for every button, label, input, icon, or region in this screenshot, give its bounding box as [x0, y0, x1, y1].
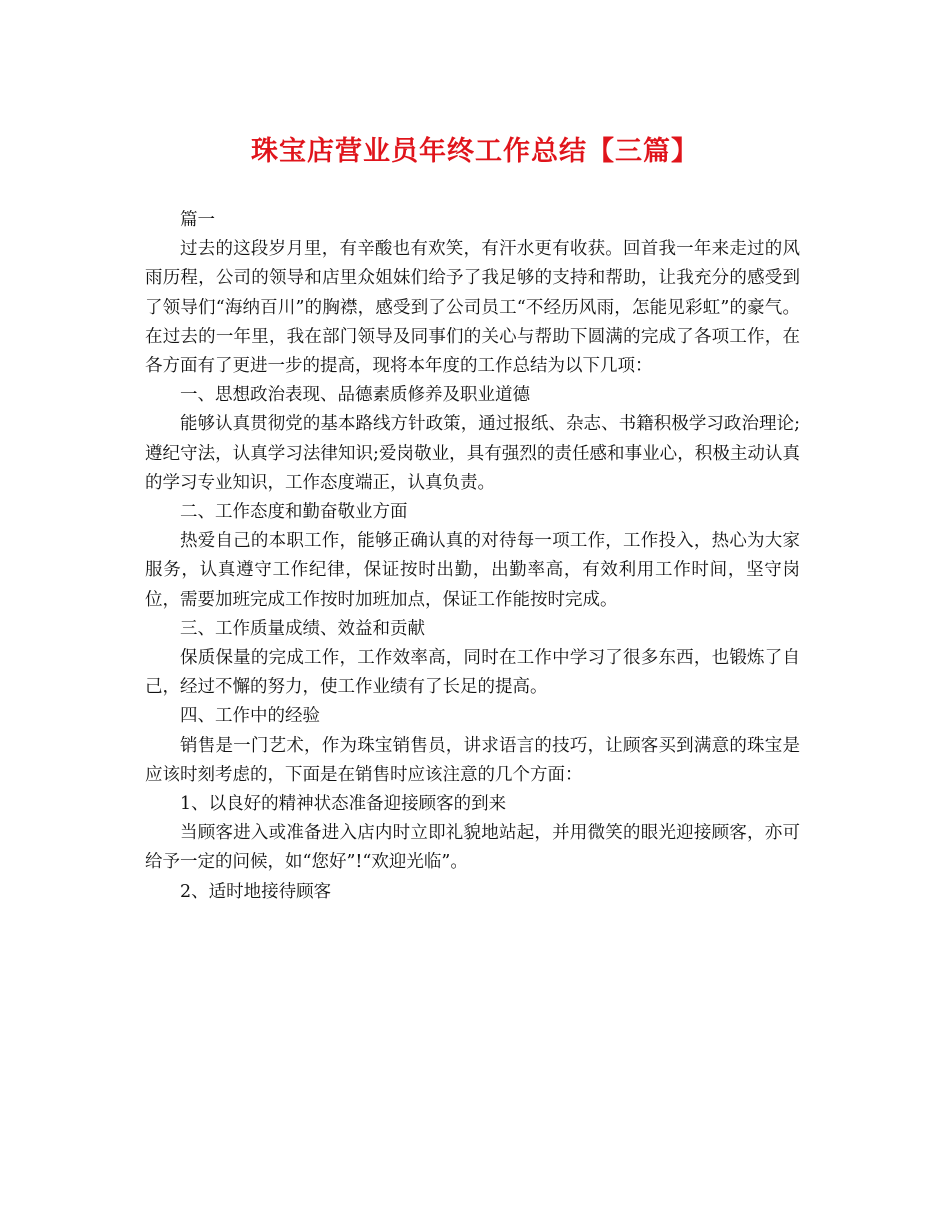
section-heading-1: 一、思想政治表现、品德素质修养及职业道德 [180, 385, 530, 406]
intro-paragraph: 过去的这段岁月里，有辛酸也有欢笑，有汗水更有收获。回首我一年来走过的风雨历程，公司的领导和店里众姐妹们给予了我足够的支持和帮助，让我充分的感受到了领导们“海纳百川”的胸襟，感受到了公司员工“不经历风雨，怎能见彩虹”的豪气。在过去的一年里，我在部门领导及同事们的关心与帮助下圆满的完成了各项工作，在各方面有了更进一步的提高，现将本年度的工作总结为以下几项： [145, 239, 800, 377]
section-heading-3: 三、工作质量成绩、效益和贡献 [180, 618, 425, 639]
section-heading-4: 四、工作中的经验 [180, 706, 320, 727]
body-paragraph: 能够认真贯彻党的基本路线方针政策，通过报纸、杂志、书籍积极学习政治理论;遵纪守法，认真学习法律知识;爱岗敬业，具有强烈的责任感和事业心，积极主动认真的学习专业知识，工作态度端正，认真负责。 [145, 414, 800, 493]
body-paragraph: 保质保量的完成工作，工作效率高，同时在工作中学习了很多东西，也锻炼了自己，经过不懈的努力，使工作业绩有了长足的提高。 [145, 648, 800, 698]
body-paragraph: 热爱自己的本职工作，能够正确认真的对待每一项工作，工作投入，热心为大家服务，认真遵守工作纪律，保证按时出勤，出勤率高，有效利用工作时间，坚守岗位，需要加班完成工作按时加班加点，保证工作能按时完成。 [145, 531, 800, 610]
list-item-heading-1: 1、以良好的精神状态准备迎接顾客的到来 [180, 794, 507, 815]
body-paragraph: 当顾客进入或准备进入店内时立即礼貌地站起，并用微笑的眼光迎接顾客，亦可给予一定的问候，如“您好”!“欢迎光临”。 [145, 823, 800, 873]
body-paragraph: 销售是一门艺术，作为珠宝销售员，讲求语言的技巧，让顾客买到满意的珠宝是应该时刻考虑的，下面是在销售时应该注意的几个方面： [145, 735, 800, 785]
document-title: 珠宝店营业员年终工作总结【三篇】 [251, 136, 699, 167]
section-heading-2: 二、工作态度和勤奋敬业方面 [180, 502, 408, 523]
document-body [145, 206, 800, 907]
section-heading-part-one: 篇一 [180, 210, 215, 230]
list-item-heading-2: 2、适时地接待顾客 [180, 881, 332, 902]
